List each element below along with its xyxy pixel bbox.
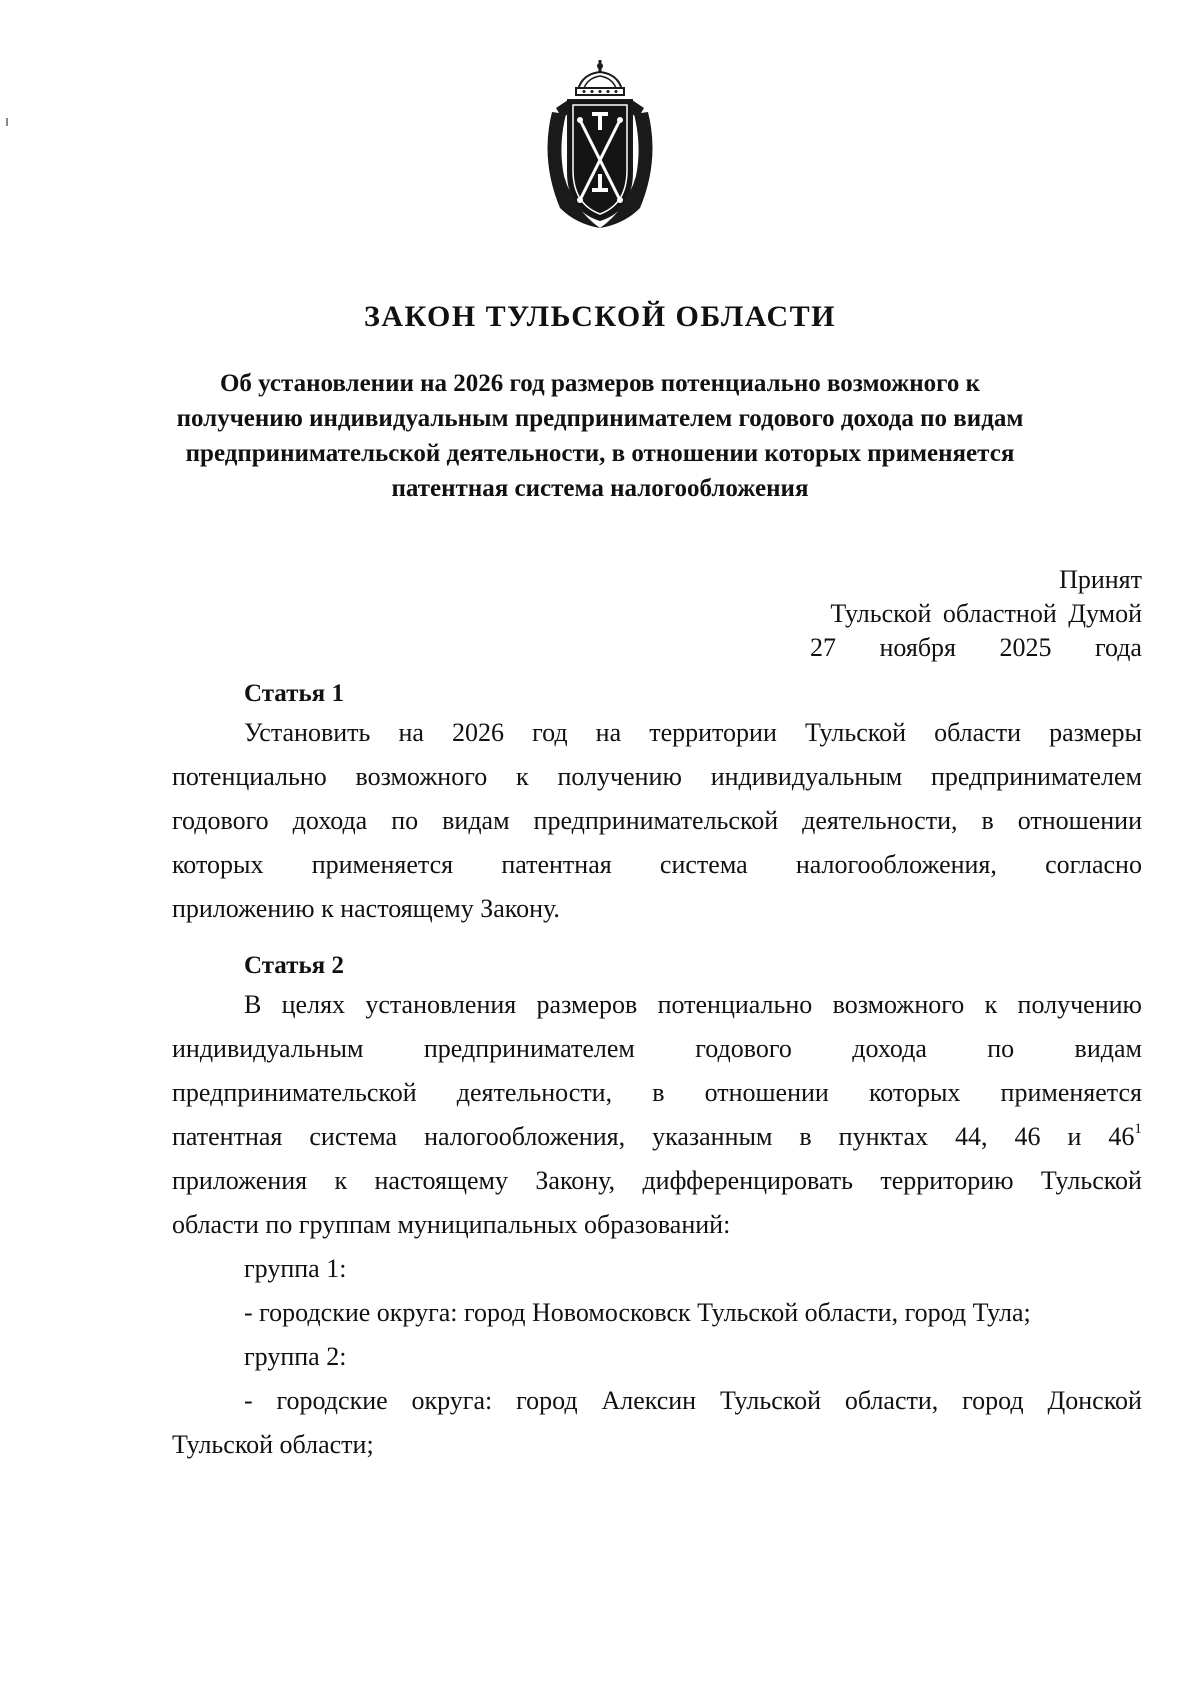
word: округа: bbox=[411, 1386, 493, 1415]
word: области bbox=[934, 718, 1021, 747]
word: Закону, bbox=[535, 1166, 616, 1195]
date-day: 27 bbox=[810, 633, 836, 662]
law-subtitle bbox=[150, 366, 1050, 506]
word: потенциально bbox=[657, 990, 813, 1019]
group-2-label: группа 2: bbox=[244, 1342, 347, 1371]
word: индивидуальным bbox=[710, 762, 903, 791]
article-2-heading: Статья 2 bbox=[244, 952, 344, 979]
item-number-with-superscript bbox=[1108, 1115, 1142, 1159]
word: система bbox=[659, 850, 748, 879]
word: Тульской bbox=[1040, 1166, 1142, 1195]
date-suffix: года bbox=[1094, 633, 1142, 662]
text-line bbox=[172, 843, 1142, 887]
word: отношении bbox=[1017, 806, 1142, 835]
word: области, bbox=[844, 1386, 939, 1415]
word: город bbox=[962, 1386, 1024, 1415]
word: по bbox=[391, 806, 419, 835]
word: дохода bbox=[852, 1034, 927, 1063]
word: на bbox=[398, 718, 424, 747]
word: по bbox=[987, 1034, 1015, 1063]
word: установления bbox=[365, 990, 517, 1019]
word: которых bbox=[868, 1078, 961, 1107]
text-line bbox=[172, 799, 1142, 843]
word: год bbox=[532, 718, 568, 747]
word: к bbox=[516, 762, 529, 791]
word: пунктах bbox=[838, 1122, 929, 1151]
word: Тульской bbox=[804, 718, 906, 747]
text-line bbox=[172, 1115, 1142, 1159]
date-month: ноября bbox=[879, 633, 957, 662]
word: в bbox=[799, 1122, 812, 1151]
word: приложения bbox=[172, 1166, 308, 1195]
word: годового bbox=[172, 806, 269, 835]
word: применяется bbox=[311, 850, 454, 879]
item-number: 46 bbox=[1108, 1122, 1135, 1151]
subtitle-line: Об установлении на 2026 год размеров потенциально возможного к bbox=[219, 370, 980, 397]
word: индивидуальным bbox=[172, 1034, 364, 1063]
word: город bbox=[516, 1386, 578, 1415]
word: к bbox=[984, 990, 998, 1019]
word: на bbox=[595, 718, 622, 747]
subtitle-line: предпринимательской деятельности, в отношении которых применяется bbox=[185, 440, 1015, 467]
word: городские bbox=[276, 1386, 388, 1415]
word: Донской bbox=[1047, 1386, 1142, 1415]
word: возможного bbox=[355, 762, 488, 791]
word: предпринимателем bbox=[423, 1034, 635, 1063]
word: согласно bbox=[1045, 850, 1142, 879]
word: в bbox=[981, 806, 994, 835]
group-2-line: Тульской области; bbox=[172, 1430, 374, 1459]
word: деятельности, bbox=[456, 1078, 613, 1107]
word: получению bbox=[1017, 990, 1142, 1019]
word: Установить bbox=[244, 718, 371, 747]
word: 2026 bbox=[452, 718, 504, 747]
word: и bbox=[1067, 1122, 1082, 1151]
word: которых bbox=[172, 850, 264, 879]
word: патентная bbox=[172, 1122, 283, 1151]
word: предпринимательской bbox=[172, 1078, 417, 1107]
text-line bbox=[172, 1159, 1142, 1203]
word: годового bbox=[695, 1034, 792, 1063]
text-line bbox=[172, 1027, 1142, 1071]
word: размеры bbox=[1049, 718, 1142, 747]
word: видам bbox=[1074, 1034, 1142, 1063]
adoption-date bbox=[802, 631, 1142, 665]
word: территорию bbox=[880, 1166, 1014, 1195]
subtitle-line: патентная система налогообложения bbox=[391, 475, 809, 502]
word: к bbox=[334, 1166, 348, 1195]
word: в bbox=[652, 1078, 665, 1107]
word: Тульской bbox=[719, 1386, 822, 1415]
scan-mark bbox=[6, 118, 8, 126]
word: налогообложения, bbox=[424, 1122, 626, 1151]
word: 44, bbox=[955, 1122, 988, 1151]
word: потенциально bbox=[172, 762, 327, 791]
word: предпринимательской bbox=[533, 806, 779, 835]
word: настоящему bbox=[374, 1166, 508, 1195]
word: Алексин bbox=[601, 1386, 697, 1415]
word: дифференцировать bbox=[642, 1166, 853, 1195]
law-title: ЗАКОН ТУЛЬСКОЙ ОБЛАСТИ bbox=[364, 300, 836, 333]
date-year: 2025 bbox=[999, 633, 1052, 662]
word: применяется bbox=[1000, 1078, 1142, 1107]
text-line: области по группам муниципальных образований: bbox=[172, 1210, 731, 1239]
word: система bbox=[309, 1122, 398, 1151]
text-line bbox=[172, 1071, 1142, 1115]
group-1-label: группа 1: bbox=[244, 1254, 347, 1283]
article-1-text bbox=[172, 711, 1142, 931]
adoption-line-1: Принят bbox=[1059, 565, 1142, 594]
word: видам bbox=[442, 806, 510, 835]
text-line bbox=[172, 711, 1142, 755]
article-2-text bbox=[172, 983, 1142, 1467]
adoption-line-2: Тульской областной Думой bbox=[830, 599, 1142, 628]
word: налогообложения, bbox=[795, 850, 997, 879]
group-2-line bbox=[172, 1379, 1142, 1423]
word: деятельности, bbox=[802, 806, 958, 835]
subtitle-line: получению индивидуальным предпринимателем годового дохода по видам bbox=[176, 405, 1024, 432]
word: патентная bbox=[501, 850, 612, 879]
word: 46 bbox=[1014, 1122, 1041, 1151]
word: возможного bbox=[832, 990, 965, 1019]
word: - bbox=[244, 1386, 253, 1415]
word: территории bbox=[649, 718, 777, 747]
word: получению bbox=[557, 762, 682, 791]
text-line bbox=[172, 755, 1142, 799]
coat-of-arms-icon bbox=[538, 60, 662, 230]
superscript: 1 bbox=[1134, 1121, 1142, 1137]
group-1-text: - городские округа: город Новомосковск Тульской области, город Тула; bbox=[244, 1298, 1031, 1327]
text-line bbox=[172, 983, 1142, 1027]
word: указанным bbox=[652, 1122, 773, 1151]
text-line: приложению к настоящему Закону. bbox=[172, 894, 560, 923]
word: отношении bbox=[704, 1078, 829, 1107]
word: дохода bbox=[292, 806, 368, 835]
word: В bbox=[244, 990, 262, 1019]
article-1-heading: Статья 1 bbox=[244, 680, 344, 707]
word: размеров bbox=[536, 990, 638, 1019]
word: предпринимателем bbox=[930, 762, 1142, 791]
adoption-block bbox=[802, 563, 1142, 665]
word: целях bbox=[281, 990, 346, 1019]
